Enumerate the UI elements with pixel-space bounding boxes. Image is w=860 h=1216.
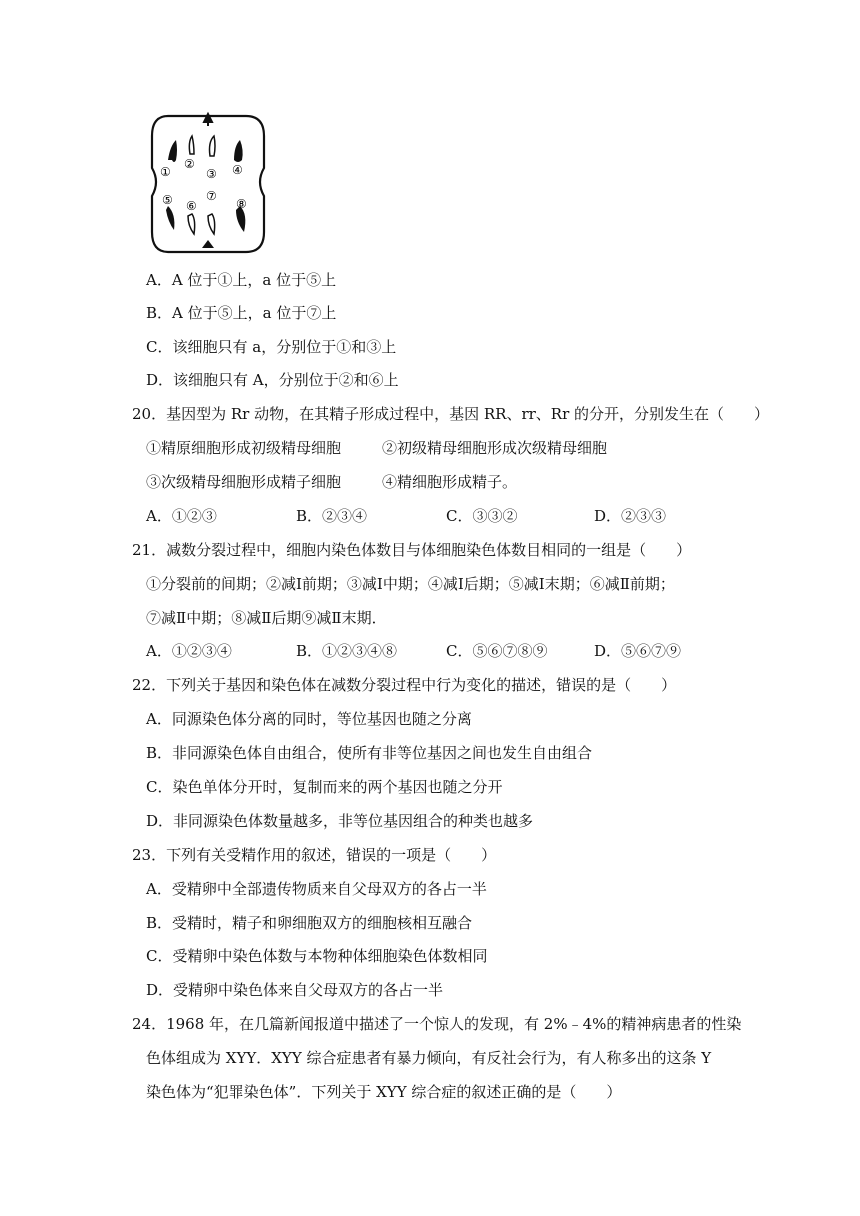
q23-stem: 23．下列有关受精作用的叙述，错误的一项是（ ） <box>132 846 497 864</box>
cell-division-diagram <box>146 110 270 258</box>
label-7: ⑦ <box>206 189 217 203</box>
chromosome-6 <box>188 214 195 234</box>
q20-option-a: A．①②③ <box>146 507 217 525</box>
spindle-pole-bottom <box>202 240 214 248</box>
q21-option-c: C．⑤⑥⑦⑧⑨ <box>446 642 548 660</box>
chromosome-2 <box>189 136 194 154</box>
q21-stem: 21．减数分裂过程中，细胞内染色体数目与体细胞染色体数目相同的一组是（ ） <box>132 541 692 559</box>
q21-option-a: A．①②③④ <box>146 642 232 660</box>
label-5: ⑤ <box>162 193 173 207</box>
q21-line-1: ①分裂前的间期；②减Ⅰ前期；③减Ⅰ中期；④减Ⅰ后期；⑤减Ⅰ末期；⑥减Ⅱ前期； <box>146 575 675 593</box>
q19-option-d: D．该细胞只有 A，分别位于②和⑥上 <box>146 371 399 389</box>
q23-option-c: C．受精卵中染色体数与本物种体细胞染色体数相同 <box>146 947 488 965</box>
label-6: ⑥ <box>186 199 197 213</box>
q21-option-b: B．①②③④⑧ <box>296 642 398 660</box>
q20-item-4: ④精细胞形成精子。 <box>382 473 518 491</box>
q20-option-c: C．③③② <box>446 507 518 525</box>
q22-option-c: C．染色单体分开时，复制而来的两个基因也随之分开 <box>146 778 503 796</box>
q19-option-c: C．该细胞只有 a，分别位于①和③上 <box>146 338 397 356</box>
chromosome-7 <box>208 214 215 234</box>
q20-item-3: ③次级精母细胞形成精子细胞 <box>146 473 342 491</box>
chromosome-4 <box>234 140 243 162</box>
label-1: ① <box>160 165 171 179</box>
chromosome-3 <box>210 136 216 156</box>
q22-option-a: A．同源染色体分离的同时，等位基因也随之分离 <box>146 710 472 728</box>
q20-stem: 20．基因型为 Rr 动物，在其精子形成过程中，基因 RR、rr、Rr 的分开，分别发生在（ ） <box>132 405 770 423</box>
q19-option-a: A．A 位于①上，a 位于⑤上 <box>146 271 337 289</box>
q21-option-d: D．⑤⑥⑦⑨ <box>594 642 682 660</box>
label-3: ③ <box>206 167 217 181</box>
q24-line-1: 24．1968 年，在几篇新闻报道中描述了一个惊人的发现，有 2%﹣4%的精神病患者的性染 <box>132 1015 742 1033</box>
q23-option-b: B．受精时，精子和卵细胞双方的细胞核相互融合 <box>146 914 473 932</box>
cell-outline <box>152 116 264 252</box>
label-8: ⑧ <box>236 197 247 211</box>
q20-option-d: D．②③③ <box>594 507 667 525</box>
q21-line-2: ⑦减Ⅱ中期；⑧减Ⅱ后期⑨减Ⅱ末期． <box>146 609 387 627</box>
q19-option-b: B．A 位于⑤上，a 位于⑦上 <box>146 304 337 322</box>
q20-option-b: B．②③④ <box>296 507 368 525</box>
chromosome-1 <box>168 140 177 162</box>
label-2: ② <box>184 157 195 171</box>
q24-line-3: 染色体为“犯罪染色体”．下列关于 XYY 综合症的叙述正确的是（ ） <box>146 1083 622 1101</box>
q22-option-b: B．非同源染色体自由组合，使所有非等位基因之间也发生自由组合 <box>146 744 593 762</box>
q20-item-1: ①精原细胞形成初级精母细胞 <box>146 439 342 457</box>
q20-item-2: ②初级精母细胞形成次级精母细胞 <box>382 439 608 457</box>
label-4: ④ <box>232 163 243 177</box>
q23-option-a: A．受精卵中全部遗传物质来自父母双方的各占一半 <box>146 880 487 898</box>
chromosome-5 <box>166 206 174 230</box>
q22-stem: 22．下列关于基因和染色体在减数分裂过程中行为变化的描述，错误的是（ ） <box>132 676 677 694</box>
q22-option-d: D．非同源染色体数量越多，非等位基因组合的种类也越多 <box>146 812 534 830</box>
q23-option-d: D．受精卵中染色体来自父母双方的各占一半 <box>146 981 444 999</box>
q24-line-2: 色体组成为 XYY．XYY 综合症患者有暴力倾向，有反社会行为，有人称多出的这条 Y <box>146 1049 712 1067</box>
